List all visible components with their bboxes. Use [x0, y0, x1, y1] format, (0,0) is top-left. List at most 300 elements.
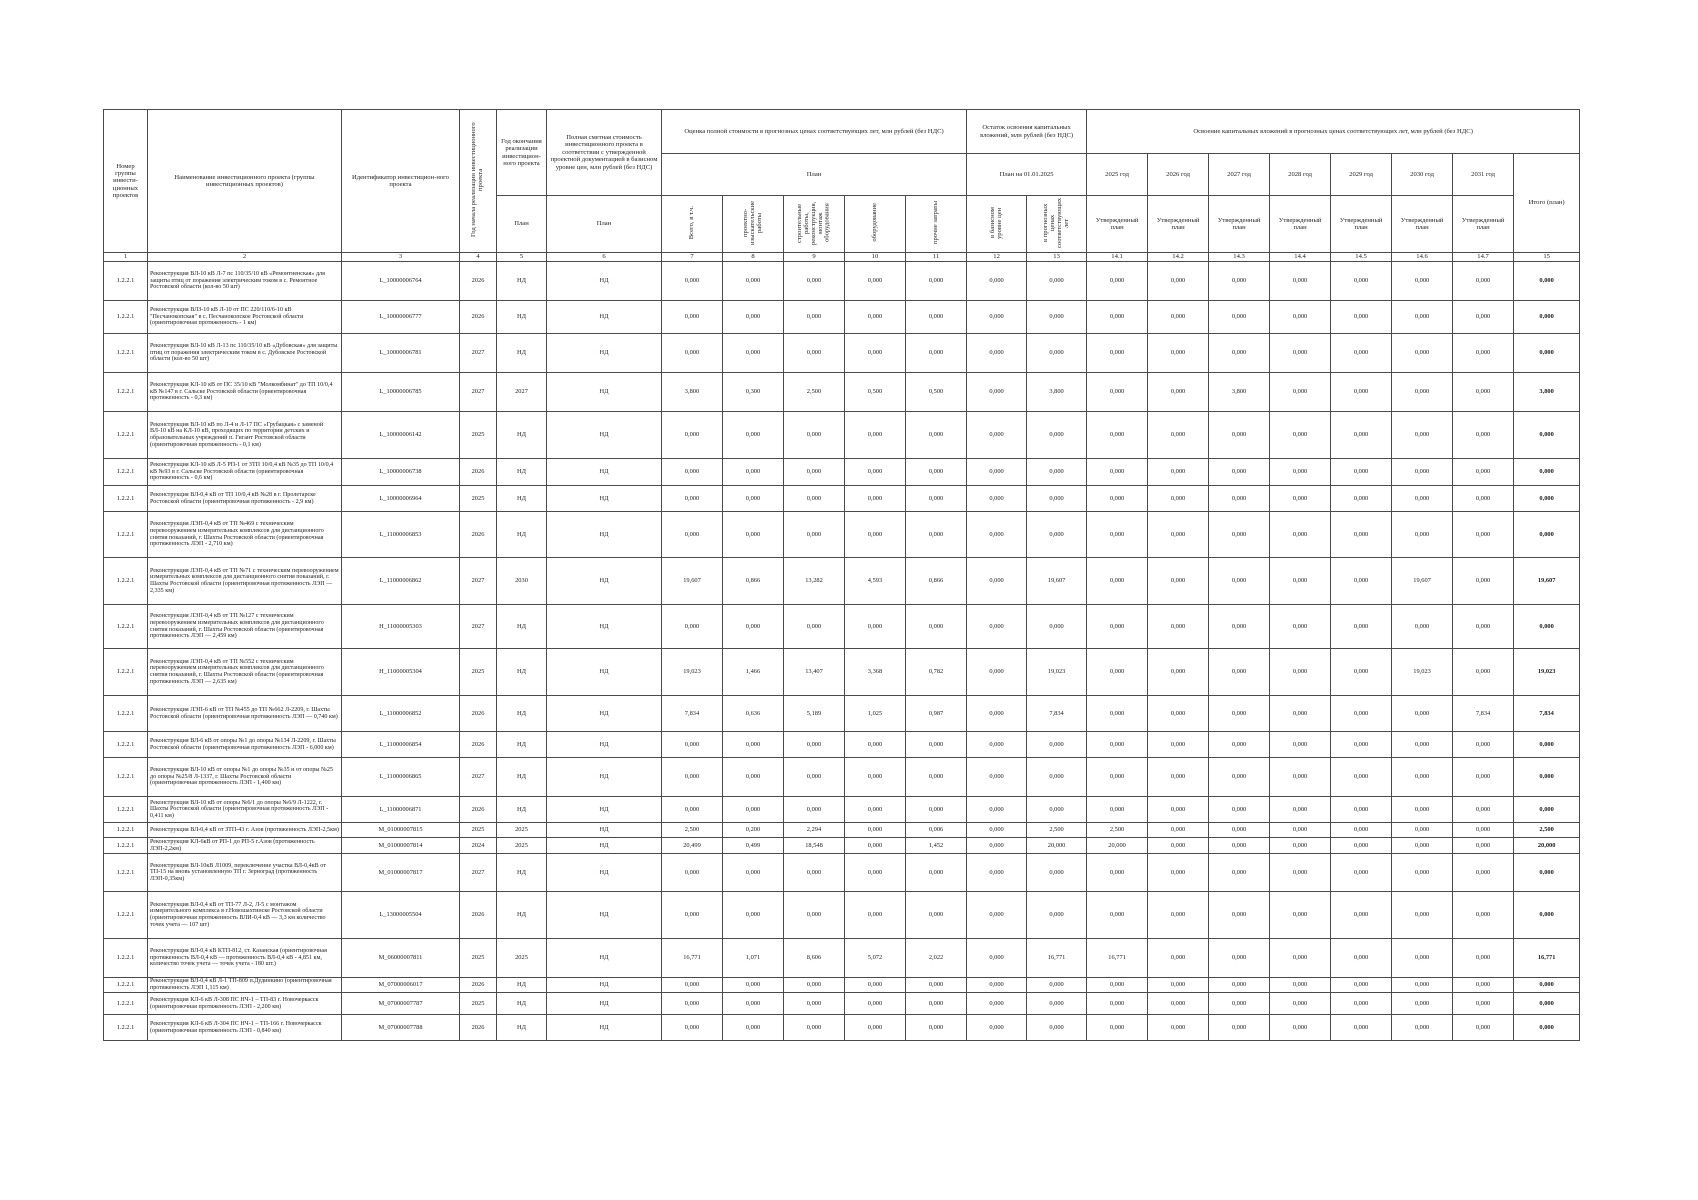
value-cell: 0,000: [1453, 649, 1514, 696]
project-name: Реконструкция ЛЭП-0,4 кВ от ТП №469 с техническим перевооружением измерительных комплексов для дистанционного снятия показаний, г. Шахты Ростовской области (ориентировочная протяженность ЛЭП - 2,710 км): [148, 512, 342, 558]
start-year: 2027: [460, 373, 497, 412]
start-year: 2026: [460, 978, 497, 993]
value-cell: 0,000: [723, 459, 784, 486]
value-cell: 0,000: [845, 301, 906, 334]
value-cell: 19,023: [662, 649, 723, 696]
value-cell: 0,000: [1209, 412, 1270, 459]
estimate-cost: НД: [547, 512, 662, 558]
value-cell: 0,000: [1148, 459, 1209, 486]
value-cell: 0,000: [784, 978, 845, 993]
value-cell: 0,000: [1270, 758, 1331, 797]
table-row: [104, 486, 1580, 512]
value-cell: 0,000: [906, 993, 967, 1015]
value-cell: 19,607: [1514, 558, 1580, 605]
column-number: 14.2: [1148, 253, 1209, 262]
value-cell: 0,000: [1148, 301, 1209, 334]
table-row: [104, 373, 1580, 412]
value-cell: 16,771: [662, 939, 723, 978]
value-cell: 0,866: [723, 558, 784, 605]
end-year: НД: [497, 412, 547, 459]
group: 1.2.2.1: [104, 732, 148, 758]
value-cell: 0,000: [906, 978, 967, 993]
value-cell: 0,000: [1209, 512, 1270, 558]
value-cell: 0,000: [1209, 838, 1270, 854]
estimate-cost: НД: [547, 373, 662, 412]
value-cell: 0,000: [1453, 301, 1514, 334]
value-cell: 0,000: [1148, 373, 1209, 412]
value-cell: 0,000: [1331, 892, 1392, 939]
estimate-cost: НД: [547, 649, 662, 696]
header-total: Итого (план): [1514, 154, 1580, 253]
project-name: Реконструкция ВЛ-10 кВ от опоры №6/1 до опоры №6/9 Л-1222, г. Шахты Ростовской области (ориентировочная протяженность ЛЭП - 0,411 км): [148, 797, 342, 823]
value-cell: 0,000: [723, 1015, 784, 1041]
value-cell: 0,000: [1270, 512, 1331, 558]
start-year: 2025: [460, 412, 497, 459]
value-cell: 0,000: [906, 732, 967, 758]
end-year: НД: [497, 978, 547, 993]
value-cell: 0,000: [1148, 412, 1209, 459]
value-cell: 0,000: [967, 797, 1027, 823]
header-approved-2030: Утвержденный план: [1392, 196, 1453, 253]
value-cell: 0,000: [1148, 605, 1209, 649]
value-cell: 0,000: [1331, 512, 1392, 558]
value-cell: 0,000: [967, 838, 1027, 854]
column-number: 9: [784, 253, 845, 262]
column-number: 14.7: [1453, 253, 1514, 262]
value-cell: 0,000: [662, 301, 723, 334]
end-year: НД: [497, 459, 547, 486]
value-cell: 0,000: [1148, 486, 1209, 512]
value-cell: 0,636: [723, 696, 784, 732]
project-id: L_10000006781: [342, 334, 460, 373]
start-year: 2025: [460, 993, 497, 1015]
value-cell: 0,000: [906, 758, 967, 797]
value-cell: 0,000: [967, 512, 1027, 558]
group: 1.2.2.1: [104, 892, 148, 939]
estimate-cost: НД: [547, 334, 662, 373]
table-row: [104, 939, 1580, 978]
value-cell: 20,000: [1514, 838, 1580, 854]
column-number: 6: [547, 253, 662, 262]
value-cell: 0,000: [906, 412, 967, 459]
estimate-cost: НД: [547, 1015, 662, 1041]
value-cell: 0,000: [845, 758, 906, 797]
value-cell: 0,000: [845, 1015, 906, 1041]
group: 1.2.2.1: [104, 334, 148, 373]
header-estimate-plan: План: [547, 196, 662, 253]
header-approved-2026: Утвержденный план: [1148, 196, 1209, 253]
project-name: Реконструкция ВЛ-0,4 кВ Л-1 ТП-809 п.Дудинкино (ориентировочная протяженность ЛЭП 1,115 км): [148, 978, 342, 993]
end-year: НД: [497, 854, 547, 892]
column-number: 14.3: [1209, 253, 1270, 262]
end-year: НД: [497, 892, 547, 939]
value-cell: 0,000: [1392, 993, 1453, 1015]
value-cell: 0,000: [1270, 486, 1331, 512]
value-cell: 0,000: [1392, 823, 1453, 838]
value-cell: 0,000: [1087, 605, 1148, 649]
value-cell: 0,000: [662, 797, 723, 823]
value-cell: 0,006: [906, 823, 967, 838]
table-row: [104, 838, 1580, 854]
value-cell: 0,000: [1209, 1015, 1270, 1041]
value-cell: 0,499: [723, 838, 784, 854]
end-year: 2027: [497, 373, 547, 412]
value-cell: 0,000: [723, 758, 784, 797]
value-cell: 0,000: [1087, 412, 1148, 459]
end-year: 2025: [497, 939, 547, 978]
end-year: НД: [497, 993, 547, 1015]
end-year: НД: [497, 797, 547, 823]
value-cell: 0,000: [1027, 993, 1087, 1015]
project-name: Реконструкция КЛ-10 кВ от ПС 35/10 кВ "Молкомбинат" до ТП 10/0,4 кВ №147 в г. Сальске Ростовской области (ориентировочная протяженность - 0,3 км): [148, 373, 342, 412]
value-cell: 19,023: [1514, 649, 1580, 696]
header-year-2027: 2027 год: [1209, 154, 1270, 196]
value-cell: 0,000: [1087, 854, 1148, 892]
value-cell: 0,000: [1453, 939, 1514, 978]
value-cell: 0,000: [784, 605, 845, 649]
value-cell: 0,000: [1148, 838, 1209, 854]
value-cell: 0,000: [1331, 649, 1392, 696]
table-row: [104, 459, 1580, 486]
end-year: НД: [497, 1015, 547, 1041]
value-cell: 0,000: [1270, 1015, 1331, 1041]
value-cell: 0,000: [784, 758, 845, 797]
value-cell: 20,000: [1027, 838, 1087, 854]
group: 1.2.2.1: [104, 993, 148, 1015]
value-cell: 0,000: [1331, 412, 1392, 459]
value-cell: 0,000: [967, 486, 1027, 512]
column-number: 11: [906, 253, 967, 262]
value-cell: 0,000: [1027, 334, 1087, 373]
header-year-2026: 2026 год: [1148, 154, 1209, 196]
value-cell: 0,000: [1027, 605, 1087, 649]
value-cell: 0,000: [845, 797, 906, 823]
value-cell: 0,000: [906, 892, 967, 939]
value-cell: 0,000: [967, 892, 1027, 939]
project-id: L_11000006853: [342, 512, 460, 558]
estimate-cost: НД: [547, 939, 662, 978]
end-year: НД: [497, 758, 547, 797]
column-number: 8: [723, 253, 784, 262]
group: 1.2.2.1: [104, 262, 148, 301]
value-cell: 0,000: [1331, 301, 1392, 334]
value-cell: 0,000: [906, 486, 967, 512]
value-cell: 0,000: [1270, 334, 1331, 373]
value-cell: 0,000: [1514, 262, 1580, 301]
start-year: 2026: [460, 262, 497, 301]
value-cell: 0,000: [1514, 486, 1580, 512]
value-cell: 0,000: [1209, 649, 1270, 696]
column-number: 14.6: [1392, 253, 1453, 262]
column-number: 7: [662, 253, 723, 262]
value-cell: 0,000: [1087, 892, 1148, 939]
value-cell: 0,000: [1087, 301, 1148, 334]
value-cell: 0,000: [1209, 854, 1270, 892]
table-header: [104, 110, 1580, 262]
estimate-cost: НД: [547, 605, 662, 649]
value-cell: 0,000: [1270, 301, 1331, 334]
value-cell: 16,771: [1514, 939, 1580, 978]
project-name: Реконструкция ВЛ-10кВ Л1009, переключение участка ВЛ-0,4кВ от ТП-15 на вновь установленную ТП г. Зерноград (протяженность ЛЭП-0,35км): [148, 854, 342, 892]
group: 1.2.2.1: [104, 373, 148, 412]
value-cell: 0,000: [1270, 412, 1331, 459]
value-cell: 0,000: [1148, 649, 1209, 696]
value-cell: 0,000: [784, 797, 845, 823]
value-cell: 0,000: [1392, 892, 1453, 939]
value-cell: 0,000: [662, 412, 723, 459]
column-number: 14.5: [1331, 253, 1392, 262]
value-cell: 0,000: [1027, 412, 1087, 459]
value-cell: 0,000: [1331, 978, 1392, 993]
value-cell: 0,000: [906, 512, 967, 558]
value-cell: 8,606: [784, 939, 845, 978]
project-id: L_10000006777: [342, 301, 460, 334]
end-year: НД: [497, 301, 547, 334]
value-cell: 0,000: [1027, 1015, 1087, 1041]
estimate-cost: НД: [547, 978, 662, 993]
value-cell: 0,000: [1270, 978, 1331, 993]
value-cell: 0,000: [784, 412, 845, 459]
value-cell: 7,834: [1514, 696, 1580, 732]
value-cell: 0,000: [1148, 797, 1209, 823]
value-cell: 0,000: [1453, 854, 1514, 892]
estimate-cost: НД: [547, 558, 662, 605]
value-cell: 0,000: [662, 732, 723, 758]
header-approved-2029: Утвержденный план: [1331, 196, 1392, 253]
value-cell: 0,000: [1148, 978, 1209, 993]
value-cell: 0,000: [1270, 797, 1331, 823]
value-cell: 0,000: [967, 758, 1027, 797]
header-total-incl: Всего, в т.ч.: [662, 196, 723, 253]
value-cell: 3,368: [845, 649, 906, 696]
start-year: 2026: [460, 512, 497, 558]
project-name: Реконструкция ВЛ-10 кВ Л-13 пс 110/35/10 кВ «Дубовская» для защиты птиц от поражения электрическим током в с. Дубовское Ростовской области (кол-во 50 шт): [148, 334, 342, 373]
value-cell: 0,000: [662, 512, 723, 558]
estimate-cost: НД: [547, 301, 662, 334]
value-cell: 0,000: [845, 459, 906, 486]
project-id: L_11000006865: [342, 758, 460, 797]
value-cell: 0,000: [784, 892, 845, 939]
project-id: M_07000007788: [342, 1015, 460, 1041]
value-cell: 0,000: [1209, 993, 1270, 1015]
value-cell: 0,000: [967, 823, 1027, 838]
table-row: [104, 605, 1580, 649]
value-cell: 0,000: [1331, 1015, 1392, 1041]
group: 1.2.2.1: [104, 605, 148, 649]
value-cell: 0,000: [845, 334, 906, 373]
value-cell: 0,000: [967, 993, 1027, 1015]
project-name: Реконструкция КЛ-6 кВ Л-308 ПС НЧ-1 – ТП-83 г. Новочеркасск (ориентировочная протяженность ЛЭП - 2,200 км): [148, 993, 342, 1015]
value-cell: 0,000: [1331, 854, 1392, 892]
value-cell: 0,000: [1392, 459, 1453, 486]
value-cell: 0,000: [723, 512, 784, 558]
value-cell: 1,466: [723, 649, 784, 696]
column-number: 15: [1514, 253, 1580, 262]
value-cell: 0,000: [662, 605, 723, 649]
start-year: 2027: [460, 334, 497, 373]
value-cell: 0,300: [723, 373, 784, 412]
value-cell: 0,000: [723, 262, 784, 301]
value-cell: 0,000: [723, 334, 784, 373]
project-id: L_11000006871: [342, 797, 460, 823]
table-row: [104, 993, 1580, 1015]
value-cell: 0,000: [1087, 649, 1148, 696]
header-investment-group: Освоение капитальных вложений в прогнозных ценах соответствующих лет, млн рублей (без НДС): [1087, 110, 1580, 154]
project-id: L_10000006738: [342, 459, 460, 486]
group: 1.2.2.1: [104, 939, 148, 978]
column-number-row: [104, 253, 1580, 262]
value-cell: 0,000: [845, 412, 906, 459]
value-cell: 0,000: [723, 301, 784, 334]
value-cell: 0,000: [906, 797, 967, 823]
estimate-cost: НД: [547, 758, 662, 797]
header-forecast-cost-group: Оценка полной стоимости в прогнозных ценах соответствующих лет, млн рублей (без НДС): [662, 110, 967, 154]
start-year: 2026: [460, 892, 497, 939]
group: 1.2.2.1: [104, 696, 148, 732]
value-cell: 0,000: [967, 854, 1027, 892]
value-cell: 0,000: [1392, 758, 1453, 797]
table-row: [104, 649, 1580, 696]
value-cell: 0,000: [784, 993, 845, 1015]
value-cell: 0,000: [1087, 1015, 1148, 1041]
value-cell: 0,000: [1514, 978, 1580, 993]
value-cell: 0,000: [1027, 512, 1087, 558]
value-cell: 0,000: [1514, 512, 1580, 558]
project-name: Реконструкция ВЛ-0,4 кВ от ТП 10/0,4 кВ №28 в г. Пролетарске Ростовской области (ориентировочная протяженность - 2,9 км): [148, 486, 342, 512]
group: 1.2.2.1: [104, 838, 148, 854]
value-cell: 16,771: [1087, 939, 1148, 978]
value-cell: 0,000: [1514, 412, 1580, 459]
value-cell: 0,000: [967, 605, 1027, 649]
table-row: [104, 978, 1580, 993]
value-cell: 0,000: [1209, 732, 1270, 758]
column-number: 1: [104, 253, 148, 262]
start-year: 2024: [460, 838, 497, 854]
value-cell: 0,000: [1453, 486, 1514, 512]
value-cell: 0,000: [723, 854, 784, 892]
value-cell: 0,000: [1087, 696, 1148, 732]
value-cell: 0,000: [723, 605, 784, 649]
value-cell: 1,452: [906, 838, 967, 854]
value-cell: 2,500: [1514, 823, 1580, 838]
value-cell: 0,000: [906, 334, 967, 373]
value-cell: 0,000: [784, 459, 845, 486]
value-cell: 3,800: [1514, 373, 1580, 412]
value-cell: 0,500: [906, 373, 967, 412]
group: 1.2.2.1: [104, 301, 148, 334]
value-cell: 0,000: [1087, 993, 1148, 1015]
value-cell: 19,023: [1027, 649, 1087, 696]
end-year: 2025: [497, 823, 547, 838]
value-cell: 0,000: [1148, 558, 1209, 605]
value-cell: 0,000: [1087, 512, 1148, 558]
value-cell: 0,000: [723, 892, 784, 939]
value-cell: 0,000: [1270, 558, 1331, 605]
value-cell: 18,548: [784, 838, 845, 854]
header-base-prices: в базисном уровне цен: [967, 196, 1027, 253]
value-cell: 0,000: [967, 262, 1027, 301]
group: 1.2.2.1: [104, 854, 148, 892]
column-number: 5: [497, 253, 547, 262]
value-cell: 0,000: [1270, 838, 1331, 854]
value-cell: 0,000: [1270, 854, 1331, 892]
group: 1.2.2.1: [104, 758, 148, 797]
value-cell: 3,800: [1027, 373, 1087, 412]
project-name: Реконструкция ЛЭП-6 кВ от ТП №455 до ТП №662 Л-2209, г. Шахты Ростовской области (ориентировочная протяженность ЛЭП — 0,740 км): [148, 696, 342, 732]
group: 1.2.2.1: [104, 558, 148, 605]
project-id: L_10000006142: [342, 412, 460, 459]
group: 1.2.2.1: [104, 512, 148, 558]
header-approved-2027: Утвержденный план: [1209, 196, 1270, 253]
value-cell: 0,000: [967, 978, 1027, 993]
start-year: 2026: [460, 459, 497, 486]
value-cell: 0,000: [1331, 732, 1392, 758]
value-cell: 0,000: [1270, 892, 1331, 939]
value-cell: 0,000: [1209, 758, 1270, 797]
value-cell: 0,987: [906, 696, 967, 732]
value-cell: 0,000: [906, 605, 967, 649]
value-cell: 0,000: [845, 512, 906, 558]
start-year: 2025: [460, 486, 497, 512]
value-cell: 2,500: [662, 823, 723, 838]
value-cell: 0,000: [845, 605, 906, 649]
value-cell: 0,000: [1148, 696, 1209, 732]
value-cell: 0,000: [662, 262, 723, 301]
value-cell: 0,000: [1392, 696, 1453, 732]
value-cell: 0,000: [662, 758, 723, 797]
header-year-2029: 2029 год: [1331, 154, 1392, 196]
header-plan-date: План на 01.01.2025: [967, 154, 1087, 196]
value-cell: 0,000: [1027, 486, 1087, 512]
value-cell: 0,000: [662, 1015, 723, 1041]
value-cell: 0,000: [1331, 823, 1392, 838]
value-cell: 0,000: [845, 262, 906, 301]
value-cell: 0,000: [1331, 373, 1392, 412]
value-cell: 0,000: [1453, 758, 1514, 797]
group: 1.2.2.1: [104, 823, 148, 838]
value-cell: 0,000: [1453, 512, 1514, 558]
group: 1.2.2.1: [104, 1015, 148, 1041]
end-year: НД: [497, 262, 547, 301]
value-cell: 0,000: [1027, 262, 1087, 301]
value-cell: 0,000: [1453, 262, 1514, 301]
value-cell: 0,000: [1453, 993, 1514, 1015]
value-cell: 3,800: [1209, 373, 1270, 412]
value-cell: 0,000: [1209, 262, 1270, 301]
start-year: 2025: [460, 823, 497, 838]
value-cell: 0,000: [784, 334, 845, 373]
value-cell: 0,000: [662, 978, 723, 993]
value-cell: 0,000: [1453, 412, 1514, 459]
value-cell: 0,000: [1270, 262, 1331, 301]
value-cell: 0,000: [1331, 605, 1392, 649]
value-cell: 0,000: [1453, 732, 1514, 758]
project-name: Реконструкция КЛ-6кВ от РП-1 до РП-5 г.Азов (протяженность ЛЭП-2,2км): [148, 838, 342, 854]
value-cell: 0,000: [967, 459, 1027, 486]
value-cell: 0,000: [723, 486, 784, 512]
start-year: 2026: [460, 696, 497, 732]
table-row: [104, 558, 1580, 605]
column-number: 4: [460, 253, 497, 262]
table-row: [104, 758, 1580, 797]
project-name: Реконструкция ВЛ-0,4 кВ от ЗТП-43 г. Азов (протяженность ЛЭП-2,5км): [148, 823, 342, 838]
start-year: 2027: [460, 854, 497, 892]
project-name: Реконструкция ЛЭП-0,4 кВ от ТП №71 с техническим перевооружением измерительных комплексов для дистанционного снятия показаний, г. Шахты Ростовской области (ориентировочная протяженность ЛЭП — 2,335 км): [148, 558, 342, 605]
table-body: [104, 262, 1580, 1041]
table-row: [104, 892, 1580, 939]
project-id: L_10000006764: [342, 262, 460, 301]
value-cell: 0,000: [1209, 558, 1270, 605]
